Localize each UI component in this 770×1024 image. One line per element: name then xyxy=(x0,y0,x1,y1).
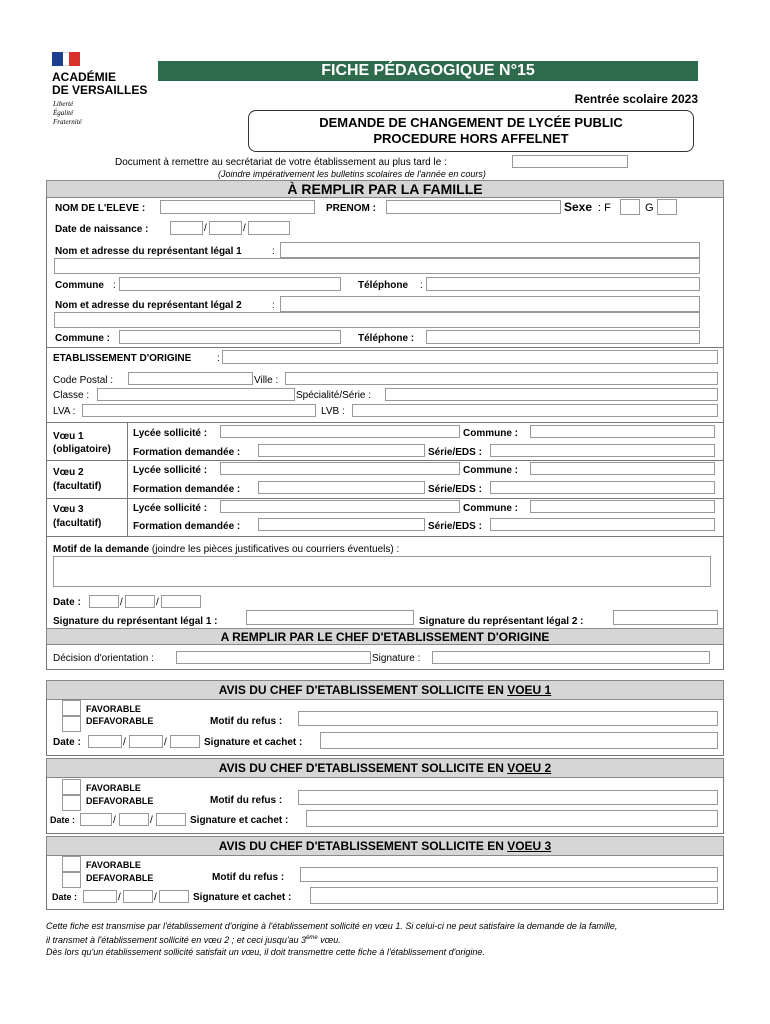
logo-motto3: Fraternité xyxy=(53,118,82,126)
decision-field[interactable] xyxy=(176,651,371,664)
voeu-2-formation-label: Formation demandée : xyxy=(133,484,241,495)
voeu-2-commune-label: Commune : xyxy=(463,465,518,476)
voeu-3-commune-label: Commune : xyxy=(463,503,518,514)
rep2-field[interactable] xyxy=(280,296,700,312)
sexe-f-checkbox[interactable] xyxy=(620,199,640,215)
rentree-label: Rentrée scolaire 2023 xyxy=(574,92,698,106)
rep2-commune-label: Commune : xyxy=(55,333,110,344)
footer-line3: Dès lors qu'un établissement sollicité satisfait un vœu, il doit transmettre cette fiche à l'établissement d'origine. xyxy=(46,947,485,957)
footer-line1: Cette fiche est transmise par l'établissement d'origine à l'établissement sollicité en vœu 1. Si celui-ci ne peut satisfaire la demande de la famille, xyxy=(46,921,618,931)
avis-1-date-label: Date : xyxy=(53,737,81,748)
sig2-label: Signature du représentant légal 2 : xyxy=(419,616,584,627)
lva-field[interactable] xyxy=(82,404,316,417)
voeu-2-serie-label: Série/EDS : xyxy=(428,484,482,495)
avis-3-motif-label: Motif du refus : xyxy=(212,872,285,883)
avis-1-defavorable-checkbox[interactable] xyxy=(62,716,81,732)
etab-label: ETABLISSEMENT D'ORIGINE xyxy=(53,353,192,364)
motif-date-label: Date : xyxy=(53,597,81,608)
voeu-2-commune-field[interactable] xyxy=(530,462,715,475)
voeu-3-formation-label: Formation demandée : xyxy=(133,521,241,532)
avis-2-defavorable-checkbox[interactable] xyxy=(62,795,81,811)
avis-3-favorable-checkbox[interactable] xyxy=(62,856,81,872)
ville-label: Ville : xyxy=(254,375,279,386)
classe-field[interactable] xyxy=(97,388,295,401)
avis-1-motif-field[interactable] xyxy=(298,711,718,726)
voeu-1-sub: (obligatoire) xyxy=(53,444,111,455)
avis-1-date-month[interactable] xyxy=(129,735,163,748)
voeu-2-sub: (facultatif) xyxy=(53,481,102,492)
avis-3-motif-field[interactable] xyxy=(300,867,718,882)
voeu-1-commune-label: Commune : xyxy=(463,428,518,439)
motif-date-month[interactable] xyxy=(125,595,155,608)
chef-signature-label: Signature : xyxy=(372,653,421,664)
sexe-g-label: G xyxy=(645,202,654,214)
avis-2-date-month[interactable] xyxy=(119,813,149,826)
avis-1-favorable-label: FAVORABLE xyxy=(86,704,141,714)
sig1-label: Signature du représentant légal 1 : xyxy=(53,616,218,627)
avis-2-favorable-label: FAVORABLE xyxy=(86,783,141,793)
rep2-telephone-field[interactable] xyxy=(426,330,700,344)
sexe-g-checkbox[interactable] xyxy=(657,199,677,215)
page-title: FICHE PÉDAGOGIQUE N°15 xyxy=(321,62,535,79)
lvb-field[interactable] xyxy=(352,404,718,417)
rep1-telephone-field[interactable] xyxy=(426,277,700,291)
voeu-3-lycee-field[interactable] xyxy=(220,500,460,513)
avis-3-date-year[interactable] xyxy=(159,890,189,903)
voeu-2-title: Vœu 2 xyxy=(53,467,84,478)
chef-signature-field[interactable] xyxy=(432,651,710,664)
naissance-day[interactable] xyxy=(170,221,203,235)
voeu-3-commune-field[interactable] xyxy=(530,500,715,513)
chef-origine-bar: A REMPLIR PAR LE CHEF D'ETABLISSEMENT D'ORIGINE xyxy=(46,628,724,645)
avis-3-signature-field[interactable] xyxy=(310,887,718,904)
avis-1-bar: AVIS DU CHEF D'ETABLISSEMENT SOLLICITE EN VOEU 1 xyxy=(46,680,724,700)
avis-3-date-month[interactable] xyxy=(123,890,153,903)
voeu-1-commune-field[interactable] xyxy=(530,425,715,438)
avis-3-signature-label: Signature et cachet : xyxy=(193,892,292,903)
avis-3-favorable-label: FAVORABLE xyxy=(86,860,141,870)
voeu-1-serie-field[interactable] xyxy=(490,444,715,457)
avis-3-defavorable-checkbox[interactable] xyxy=(62,872,81,888)
doc-note: (Joindre impérativement les bulletins scolaires de l'année en cours) xyxy=(218,169,486,179)
etab-field[interactable] xyxy=(222,350,718,364)
logo xyxy=(50,52,160,132)
rep2-telephone-label: Téléphone : xyxy=(358,333,415,344)
prenom-field[interactable] xyxy=(386,200,561,214)
decision-label: Décision d'orientation : xyxy=(53,653,154,664)
lvb-label: LVB : xyxy=(321,406,345,417)
naissance-label: Date de naissance : xyxy=(55,224,149,235)
sexe-f-label: : F xyxy=(598,202,611,214)
doc-instruction: Document à remettre au secrétariat de votre établissement au plus tard le : xyxy=(115,157,447,168)
avis-3-bar: AVIS DU CHEF D'ETABLISSEMENT SOLLICITE EN VOEU 3 xyxy=(46,836,724,856)
marianne-flag-icon xyxy=(52,52,80,66)
avis-2-bar: AVIS DU CHEF D'ETABLISSEMENT SOLLICITE EN VOEU 2 xyxy=(46,758,724,778)
voeu-1-title: Vœu 1 xyxy=(53,431,84,442)
voeu-1-formation-field[interactable] xyxy=(258,444,425,457)
motif-date-day[interactable] xyxy=(89,595,119,608)
avis-3-defavorable-label: DEFAVORABLE xyxy=(86,873,154,883)
avis-3-date-day[interactable] xyxy=(83,890,117,903)
demande-box xyxy=(248,110,694,152)
avis-2-favorable-checkbox[interactable] xyxy=(62,779,81,795)
avis-1-motif-label: Motif du refus : xyxy=(210,716,283,727)
voeu-2-lycee-label: Lycée sollicité : xyxy=(133,465,208,476)
avis-2-date-label: Date : xyxy=(50,815,76,825)
sig1-field[interactable] xyxy=(246,610,414,625)
avis-1-defavorable-label: DEFAVORABLE xyxy=(86,716,154,726)
rep1-commune-label: Commune xyxy=(55,280,104,291)
prenom-label: PRENOM : xyxy=(326,203,376,214)
demande-line1: DEMANDE DE CHANGEMENT DE LYCÉE PUBLIC xyxy=(319,115,623,130)
lva-label: LVA : xyxy=(53,406,76,417)
avis-1-signature-label: Signature et cachet : xyxy=(204,737,303,748)
avis-2-motif-label: Motif du refus : xyxy=(210,795,283,806)
logo-line1: ACADÉMIE xyxy=(52,70,117,84)
voeu-3-sub: (facultatif) xyxy=(53,518,102,529)
logo-line2: DE VERSAILLES xyxy=(52,83,148,97)
voeu-2-formation-field[interactable] xyxy=(258,481,425,494)
classe-label: Classe : xyxy=(53,390,90,401)
logo-motto1: Liberté xyxy=(53,100,74,108)
motif-date-year[interactable] xyxy=(161,595,201,608)
avis-1-favorable-checkbox[interactable] xyxy=(62,700,81,716)
footer-line2: il transmet à l'établissement sollicité en vœu 2 ; et ceci jusqu'au 3ème vœu. xyxy=(46,935,341,945)
avis-1-date-day[interactable] xyxy=(88,735,122,748)
rep2-address-field[interactable] xyxy=(54,312,700,328)
avis-2-motif-field[interactable] xyxy=(298,790,718,805)
rep1-telephone-label: Téléphone xyxy=(358,280,409,291)
voeu-3-formation-field[interactable] xyxy=(258,518,425,531)
footer-note xyxy=(46,920,726,958)
rep1-address-field[interactable] xyxy=(54,258,700,274)
code-postal-label: Code Postal : xyxy=(53,375,114,386)
rep1-commune-field[interactable] xyxy=(119,277,341,291)
sexe-label: Sexe xyxy=(564,200,593,214)
motif-label: Motif de la demande (joindre les pièces justificatives ou courriers éventuels) : xyxy=(53,544,400,555)
avis-2-date-day[interactable] xyxy=(80,813,112,826)
rep2-commune-field[interactable] xyxy=(119,330,341,344)
specialite-field[interactable] xyxy=(385,388,718,401)
logo-motto2: Égalité xyxy=(53,109,74,117)
deadline-field[interactable] xyxy=(512,155,628,168)
voeu-2-serie-field[interactable] xyxy=(490,481,715,494)
avis-2-defavorable-label: DEFAVORABLE xyxy=(86,796,154,806)
voeu-3-title: Vœu 3 xyxy=(53,504,84,515)
avis-2-signature-label: Signature et cachet : xyxy=(190,815,289,826)
avis-1-signature-field[interactable] xyxy=(320,732,718,749)
voeu-1-serie-label: Série/EDS : xyxy=(428,447,482,458)
motif-field[interactable] xyxy=(53,556,711,587)
naissance-month[interactable] xyxy=(209,221,242,235)
ville-field[interactable] xyxy=(285,372,718,385)
specialite-label: Spécialité/Série : xyxy=(296,390,372,401)
nom-label: NOM DE L'ELEVE : xyxy=(55,203,146,214)
avis-2-date-year[interactable] xyxy=(156,813,186,826)
nom-field[interactable] xyxy=(160,200,315,214)
demande-line2: PROCEDURE HORS AFFELNET xyxy=(373,131,569,146)
code-postal-field[interactable] xyxy=(128,372,253,385)
avis-1-date-year[interactable] xyxy=(170,735,200,748)
rep1-field[interactable] xyxy=(280,242,700,258)
title-bar xyxy=(158,61,698,81)
rep1-label: Nom et adresse du représentant légal 1 xyxy=(55,246,242,257)
famille-section-bar: À REMPLIR PAR LA FAMILLE xyxy=(46,180,724,198)
voeu-2-lycee-field[interactable] xyxy=(220,462,460,475)
sig2-field[interactable] xyxy=(613,610,718,625)
rep2-label: Nom et adresse du représentant légal 2 xyxy=(55,300,242,311)
voeu-1-lycee-field[interactable] xyxy=(220,425,460,438)
avis-3-date-label: Date : xyxy=(52,892,78,902)
voeu-3-lycee-label: Lycée sollicité : xyxy=(133,503,208,514)
voeu-3-serie-label: Série/EDS : xyxy=(428,521,482,532)
naissance-year[interactable] xyxy=(248,221,290,235)
voeu-1-formation-label: Formation demandée : xyxy=(133,447,241,458)
avis-2-signature-field[interactable] xyxy=(306,810,718,827)
voeu-3-serie-field[interactable] xyxy=(490,518,715,531)
voeu-1-lycee-label: Lycée sollicité : xyxy=(133,428,208,439)
